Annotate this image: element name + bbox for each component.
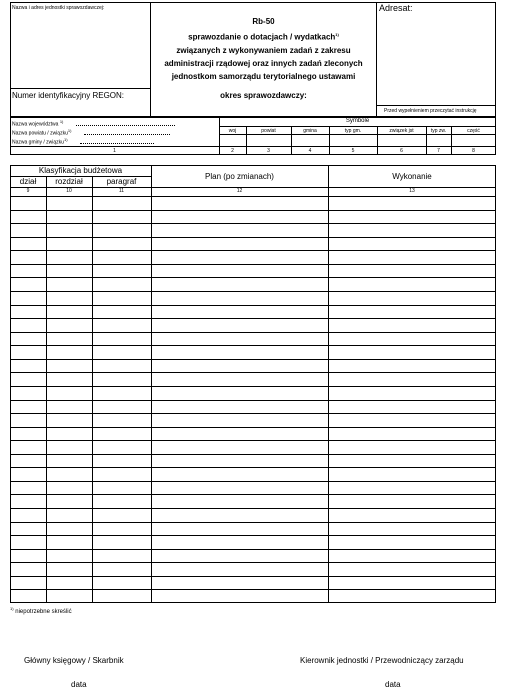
instruction-divider xyxy=(376,105,496,106)
col-number-4: 4 xyxy=(308,148,312,154)
col-number-1: 1 xyxy=(113,148,116,154)
rozdzial-label: rozdział xyxy=(55,177,83,186)
header-divider-right xyxy=(376,2,377,117)
col-number-5: 5 xyxy=(351,148,355,154)
table-row xyxy=(10,305,496,306)
table-row xyxy=(10,522,496,523)
commune-label: Nazwa gminy / związku$^{1)}$ xyxy=(12,137,68,146)
table-row xyxy=(10,345,496,346)
col-number-2: 2 xyxy=(231,148,234,154)
table-row xyxy=(10,576,496,577)
symbol-label-line xyxy=(219,134,496,135)
table-row xyxy=(10,508,496,509)
table-row xyxy=(10,454,496,455)
form-code: Rb-50 xyxy=(252,17,275,26)
table-row xyxy=(10,332,496,333)
table-row xyxy=(10,440,496,441)
main-col-divider xyxy=(151,165,152,603)
col-number-3: 3 xyxy=(267,148,270,154)
table-row xyxy=(10,427,496,428)
col-number-10: 10 xyxy=(66,188,72,194)
table-row xyxy=(10,481,496,482)
voivodeship-field[interactable] xyxy=(76,125,175,126)
table-row xyxy=(10,494,496,495)
table-row xyxy=(10,413,496,414)
symbol-woj: woj xyxy=(228,128,237,134)
form-title xyxy=(151,15,376,83)
table-row xyxy=(10,223,496,224)
symbol-typ-gm: typ gm. xyxy=(344,128,362,134)
main-col-divider xyxy=(92,176,93,603)
symbol-gmina: gmina xyxy=(303,128,317,134)
table-row xyxy=(10,386,496,387)
adresat-label: Adresat: xyxy=(379,3,413,13)
col-number-11: 11 xyxy=(118,188,125,194)
main-col-divider xyxy=(46,176,47,603)
table-row xyxy=(10,291,496,292)
unit-name-label: Nazwa i adres jednostki sprawozdawczej: xyxy=(12,5,105,11)
chief-accountant-title: Główny księgowy / Skarbnik xyxy=(24,656,124,665)
regon-divider xyxy=(10,88,151,89)
territory-number-line xyxy=(10,146,496,147)
period-label: okres sprawozdawczy: xyxy=(220,91,307,100)
table-row xyxy=(10,277,496,278)
col-number-9: 9 xyxy=(26,188,30,194)
voivodeship-label: Nazwa województwa $^{1)}$ xyxy=(12,119,64,128)
table-row xyxy=(10,467,496,468)
col-number-6: 6 xyxy=(400,148,403,154)
county-field[interactable] xyxy=(84,134,170,135)
title-line4: jednostkom samorządu terytorialnego ustawami xyxy=(171,71,356,81)
table-row xyxy=(10,359,496,360)
commune-field[interactable] xyxy=(80,143,154,144)
table-row xyxy=(10,237,496,238)
table-row xyxy=(10,535,496,536)
main-number-line xyxy=(10,196,496,197)
main-col-divider xyxy=(328,165,329,603)
plan-label: Plan (po zmianach) xyxy=(205,172,274,181)
col-number-8: 8 xyxy=(472,148,475,154)
county-label: Nazwa powiatu / związku$^{1)}$ xyxy=(12,128,72,137)
main-table xyxy=(10,165,496,603)
wykonanie-label: Wykonanie xyxy=(392,172,432,181)
dzial-label: dział xyxy=(19,177,37,186)
title-line2: związanych z wykonywaniem zadań z zakresu xyxy=(176,45,351,55)
table-row xyxy=(10,318,496,319)
table-row xyxy=(10,210,496,211)
col-number-13: 13 xyxy=(409,188,415,194)
title-line3: administracji rządowej oraz innych zadań zleconych xyxy=(164,58,363,68)
table-row xyxy=(10,549,496,550)
regon-label: Numer identyfikacyjny REGON: xyxy=(12,91,125,100)
table-row xyxy=(10,250,496,251)
symbols-header-line xyxy=(219,126,496,127)
table-row xyxy=(10,589,496,590)
table-row xyxy=(10,264,496,265)
table-row xyxy=(10,400,496,401)
col-number-7: 7 xyxy=(437,148,440,154)
unit-head-date: data xyxy=(385,680,401,689)
symbol-powiat: powiat xyxy=(261,128,276,134)
symbol-zwiazek-jst: związek jst xyxy=(389,128,414,134)
col-number-12: 12 xyxy=(236,188,243,194)
instruction-note: Przed wypełnieniem przeczytać instrukcję xyxy=(384,108,477,114)
symbol-czesc: część xyxy=(467,128,480,134)
chief-accountant-date: data xyxy=(71,680,87,689)
table-row xyxy=(10,372,496,373)
table-row xyxy=(10,562,496,563)
symbols-label: Symbole xyxy=(345,118,370,124)
unit-head-title: Kierownik jednostki / Przewodniczący zarządu xyxy=(300,656,464,665)
footnote: $^{1)}$ niepotrzebne skreślić xyxy=(10,606,72,615)
paragraf-label: paragraf xyxy=(106,177,137,186)
classification-label: Klasyfikacja budżetowa xyxy=(38,166,123,175)
title-line1: sprawozdanie o dotacjach / wydatkach$^{1)}$ xyxy=(188,32,339,42)
symbol-typ-zw: typ zw. xyxy=(430,128,447,134)
